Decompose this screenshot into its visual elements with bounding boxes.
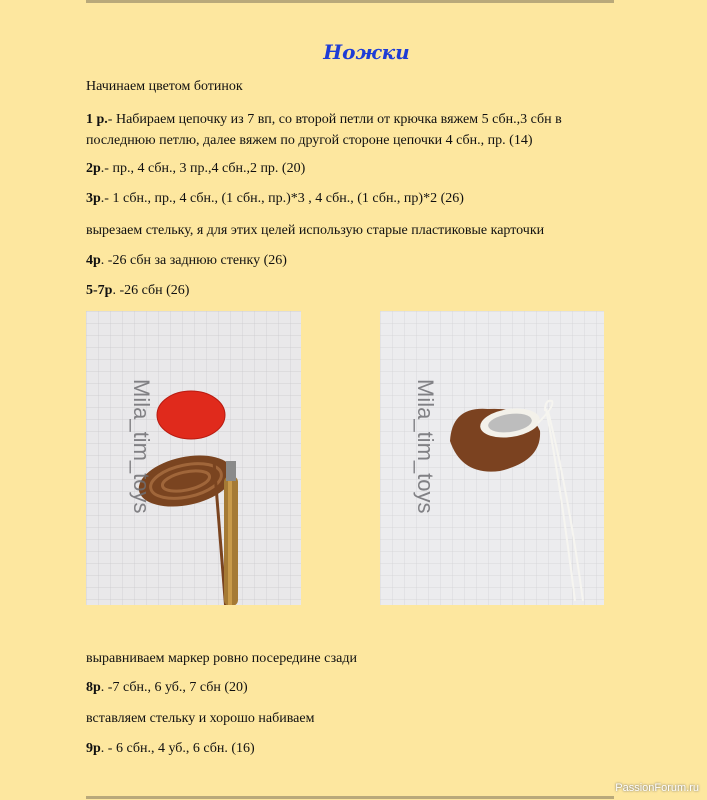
row-5-7 — [86, 280, 626, 301]
row-text: .- пр., 4 сбн., 3 пр.,4 сбн.,2 пр. (20) — [100, 161, 306, 176]
bottom-divider — [86, 796, 614, 799]
row-text: . - 6 сбн., 4 уб., 6 сбн. (16) — [100, 741, 255, 756]
row-label: 8р — [86, 680, 101, 695]
row-3 — [86, 188, 626, 209]
row-9 — [86, 738, 626, 759]
row-text: . -7 сбн., 6 уб., 7 сбн (20) — [100, 680, 248, 695]
insole-note: вырезаем стельку, я для этих целей использую старые пластиковые карточки — [86, 223, 545, 238]
marker-note: выравниваем маркер ровно посередине сзади — [86, 651, 357, 666]
row-8 — [86, 677, 626, 698]
photo-shoe-base — [380, 311, 604, 605]
row-text: - Набираем цепочку из 7 вп, со второй петли от крючка вяжем 5 сбн.,3 сбн в последнюю петлю, далее вяжем по другой стороне цепочки 4 сбн., пр. (14) — [86, 112, 562, 148]
row-text: . -26 сбн за заднюю стенку (26) — [100, 253, 287, 268]
section-title: Ножки — [323, 40, 410, 64]
row-1 — [86, 109, 626, 151]
top-divider — [86, 0, 614, 3]
row-text: .- 1 сбн., пр., 4 сбн., (1 сбн., пр.)*3 , 4 сбн., (1 сбн., пр)*2 (26) — [100, 191, 464, 206]
intro-text: Начинаем цветом ботинок — [86, 79, 243, 94]
row-2 — [86, 158, 626, 179]
stuff-note: вставляем стельку и хорошо набиваем — [86, 711, 315, 726]
row-label: 3р — [86, 191, 101, 206]
watermark-right: Mila_tim_toys — [413, 379, 438, 514]
photo-sole-and-hook — [86, 311, 301, 605]
row-label: 1 р. — [86, 112, 108, 127]
row-label: 2р — [86, 161, 101, 176]
row-label: 5-7р — [86, 283, 113, 298]
row-label: 9р — [86, 741, 101, 756]
site-watermark: PassionForum.ru — [615, 782, 699, 794]
watermark-left: Mila_tim_toys — [129, 379, 154, 514]
row-4 — [86, 250, 626, 271]
row-label: 4р — [86, 253, 101, 268]
row-text: . -26 сбн (26) — [112, 283, 190, 298]
